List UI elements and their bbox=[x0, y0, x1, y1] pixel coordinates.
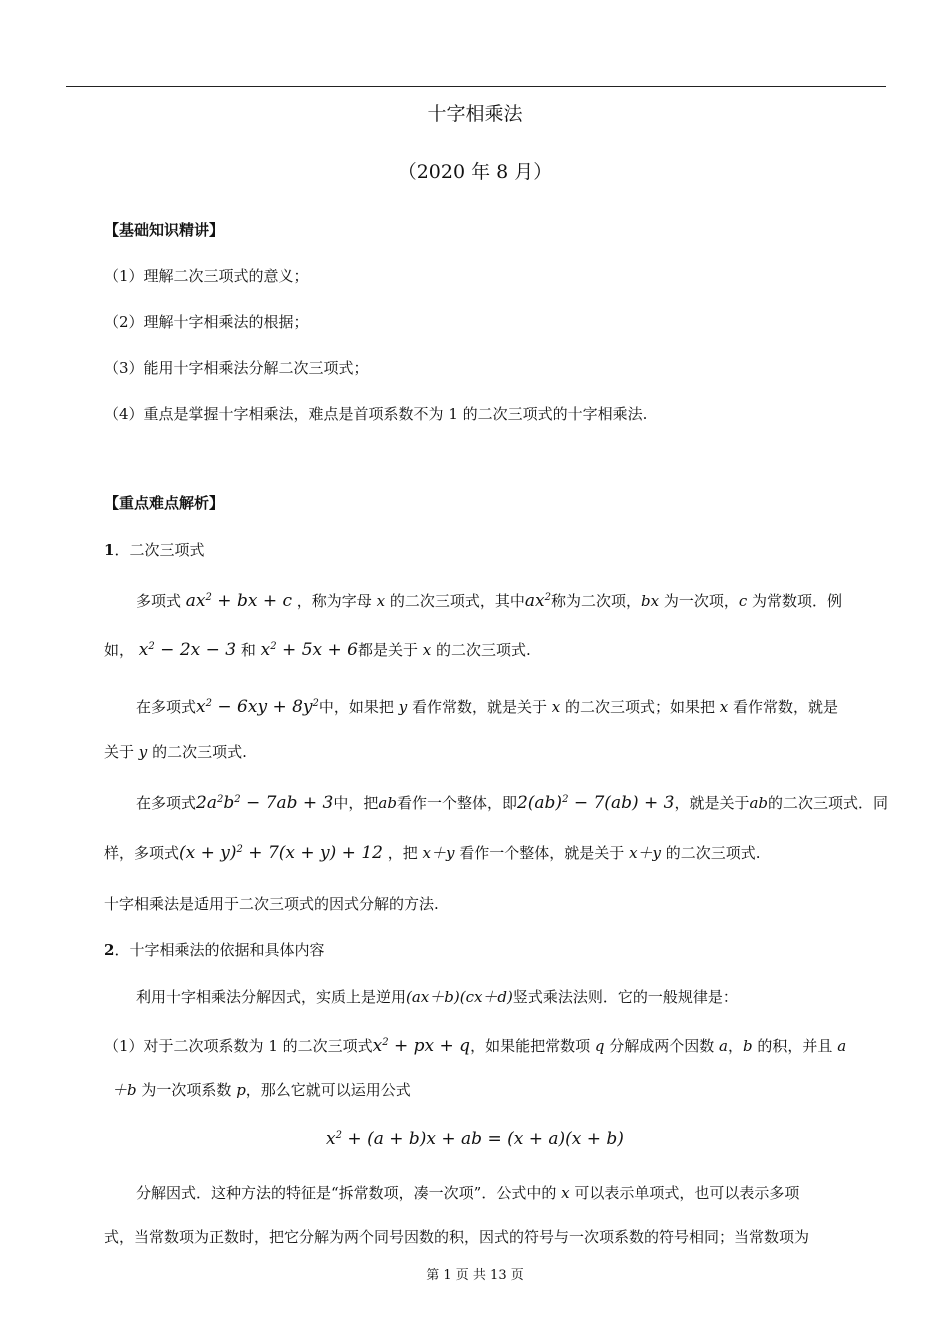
paragraph-2-line-1: 在多项式$x^2 - 6xy + 8y^2$中，如果把 y 看作常数，就是关于 x 的二次三项式；如果把 x 看作常数，就是 bbox=[136, 697, 839, 717]
formula-ax2: $ax^2$ bbox=[524, 591, 551, 611]
paragraph-2-line-2: 关于 y 的二次三项式. bbox=[104, 743, 247, 761]
section-heading-analysis: 【重点难点解析】 bbox=[104, 494, 225, 512]
subsection-1-number: 1 bbox=[104, 541, 115, 559]
formula-2a2b2: $2a^2b^2 - 7ab + 3$ bbox=[196, 793, 334, 813]
paragraph-1-line-2: 如， $x^2 - 2x - 3$ 和 $x^2 + 5x + 6$都是关于 x 的二次三项式. bbox=[104, 640, 531, 660]
paragraph-6-line-1: （1）对于二次项系数为 1 的二次三项式$x^2$ + px + q，如果能把常数项 q 分解成两个因数 a，b 的积，并且 a bbox=[104, 1036, 847, 1056]
basics-item-2: （2）理解十字相乘法的根据； bbox=[104, 313, 309, 331]
formula-x2-2x-3: $x^2 - 2x - 3$ bbox=[138, 640, 237, 660]
formula-ax2-bx-c: $ax^2$ + bx + c bbox=[185, 591, 293, 611]
formula-x2-5x-6: $x^2 + 5x + 6$ bbox=[260, 640, 358, 660]
paragraph-6-line-2: ＋b 为一次项系数 p，那么它就可以运用公式 bbox=[112, 1081, 411, 1099]
basics-item-1: （1）理解二次三项式的意义； bbox=[104, 267, 309, 285]
formula-2ab2: 2(ab)$^2$ − 7(ab) + 3 bbox=[516, 793, 675, 813]
paragraph-5: 利用十字相乘法分解因式，实质上是逆用(ax＋b)(cx＋d)竖式乘法法则．它的一般规律是： bbox=[136, 988, 738, 1006]
formula-main: $x^2 + (a + b)x$ + ab = (x + a)(x + b) bbox=[326, 1129, 624, 1149]
subsection-2-title: 十字相乘法的依据和具体内容 bbox=[129, 941, 325, 959]
subsection-1-title: 二次三项式 bbox=[129, 541, 205, 559]
subsection-2-number: 2 bbox=[104, 941, 115, 959]
paragraph-3-line-1: 在多项式$2a^2b^2 - 7ab + 3$中，把ab看作一个整体，即2(ab)$^2$ − 7(ab) + 3，就是关于ab的二次三项式．同 bbox=[136, 793, 889, 813]
subsection-1-heading: 1．二次三项式 bbox=[104, 541, 205, 559]
formula-x2-px-q: $x^2$ + px + q bbox=[372, 1036, 471, 1056]
page-date: （2020 年 8 月） bbox=[397, 161, 553, 183]
paragraph-7-line-2: 式，当常数项为正数时，把它分解为两个同号因数的积，因式的符号与一次项系数的符号相同；当常数项为 bbox=[104, 1228, 810, 1246]
formula-ax-b-cx-d: (ax＋b)(cx＋d) bbox=[406, 988, 513, 1006]
basics-item-4: （4）重点是掌握十字相乘法，难点是首项系数不为 1 的二次三项式的十字相乘法. bbox=[104, 405, 648, 423]
section-heading-basics: 【基础知识精讲】 bbox=[104, 221, 225, 239]
subsection-2-heading: 2．十字相乘法的依据和具体内容 bbox=[104, 941, 325, 959]
formula-x2-6xy-8y2: $x^2 - 6xy + 8y^2$ bbox=[196, 697, 319, 717]
paragraph-7-line-1: 分解因式．这种方法的特征是“拆常数项，凑一次项”．公式中的 x 可以表示单项式，也可以表示多项 bbox=[136, 1184, 800, 1202]
page-footer: 第 1 页 共 13 页 bbox=[426, 1268, 524, 1283]
paragraph-3-line-2: 样，多项式$(x + y)^2 + 7(x + y) + 12$ ，把 x＋y 看作一个整体，就是关于 x＋y 的二次三项式. bbox=[104, 843, 761, 863]
basics-item-3: （3）能用十字相乘法分解二次三项式； bbox=[104, 359, 369, 377]
paragraph-4: 十字相乘法是适用于二次三项式的因式分解的方法. bbox=[104, 895, 439, 913]
formula-xy-squared: $(x + y)^2 + 7(x + y) + 12$ bbox=[179, 843, 383, 863]
page-title: 十字相乘法 bbox=[427, 103, 523, 125]
header-rule bbox=[66, 86, 886, 87]
paragraph-1-line-1: 多项式 $ax^2$ + bx + c ，称为字母 x 的二次三项式，其中$ax^2$称为二次项，bx 为一次项，c 为常数项．例 bbox=[136, 591, 843, 611]
